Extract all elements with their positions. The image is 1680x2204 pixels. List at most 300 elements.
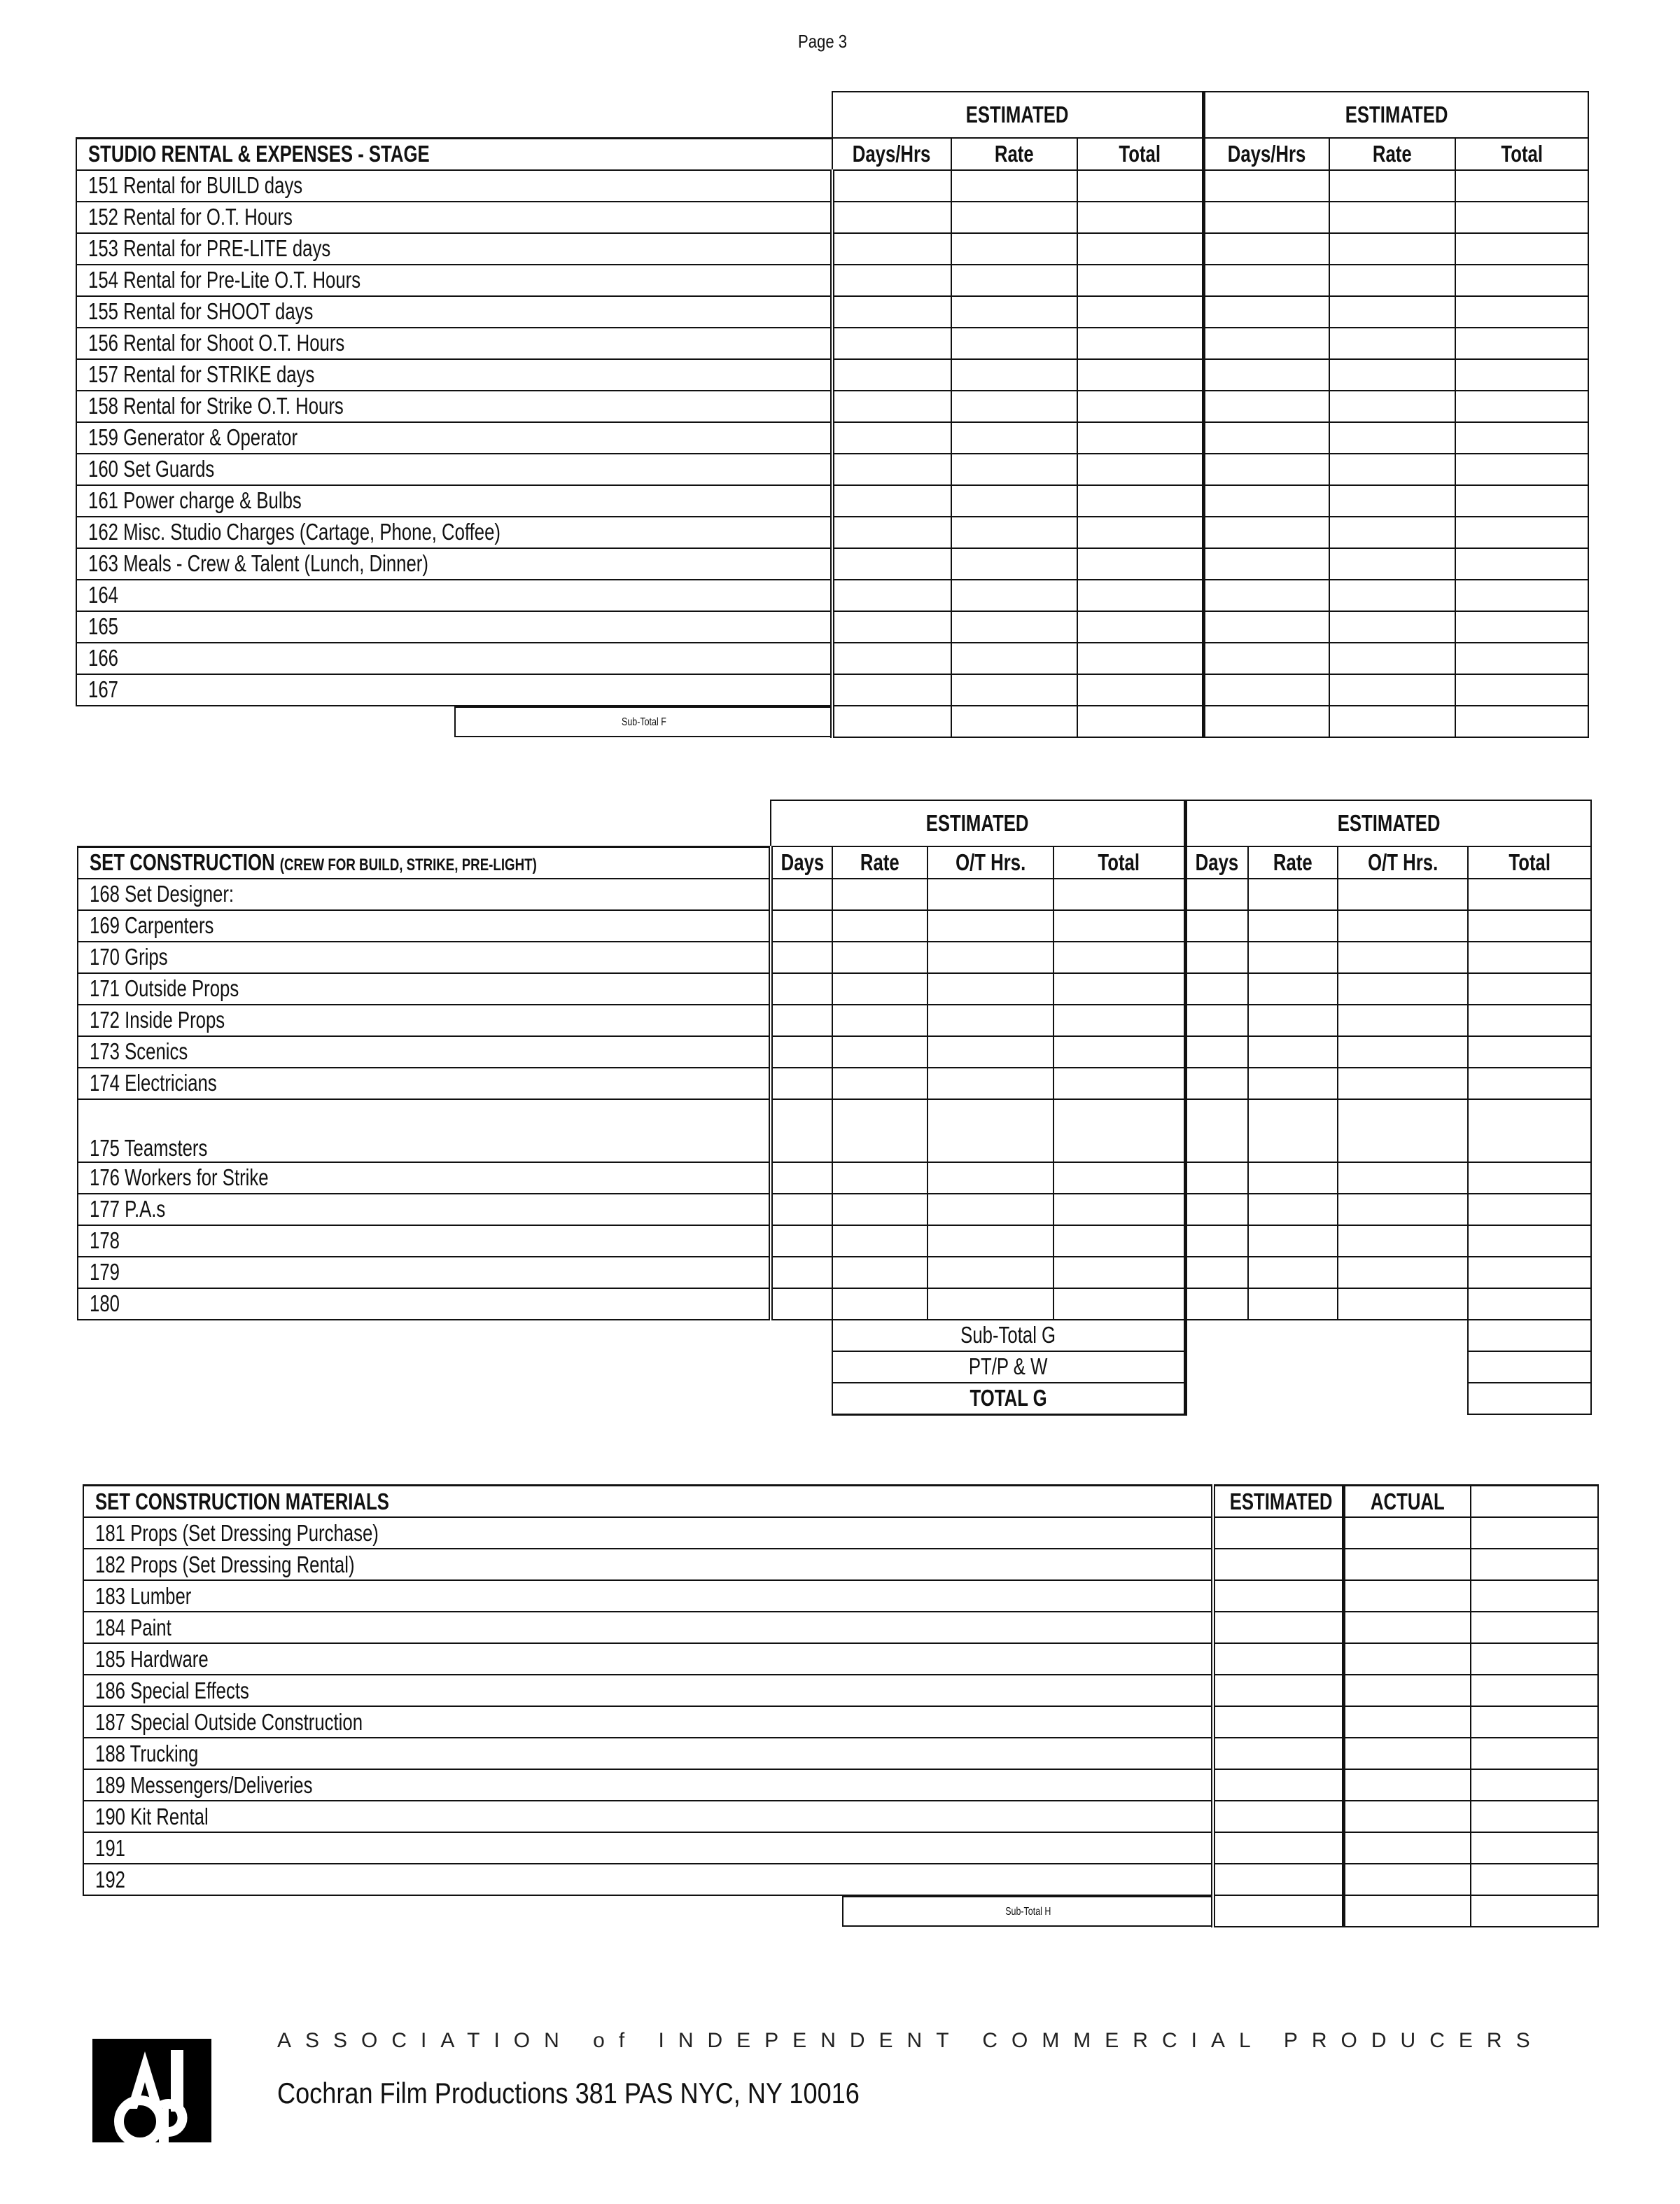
- input-cell[interactable]: [1329, 296, 1455, 328]
- input-cell[interactable]: [1338, 1225, 1468, 1257]
- input-cell[interactable]: [1343, 1832, 1471, 1864]
- input-cell[interactable]: [832, 942, 927, 973]
- input-cell[interactable]: [1471, 1706, 1598, 1738]
- input-cell[interactable]: [1338, 1005, 1468, 1036]
- table-row: [78, 1036, 1591, 1068]
- input-cell[interactable]: [1203, 265, 1329, 296]
- input-cell[interactable]: [1213, 1549, 1343, 1580]
- input-cell[interactable]: [771, 1194, 832, 1225]
- input-cell[interactable]: [1471, 1769, 1598, 1801]
- input-cell[interactable]: [951, 674, 1077, 706]
- input-cell[interactable]: [832, 879, 927, 910]
- input-cell[interactable]: [951, 485, 1077, 517]
- input-cell[interactable]: [1338, 879, 1468, 910]
- line-item-label: 162 Misc. Studio Charges (Cartage, Phone, Coffee): [76, 517, 832, 548]
- input-cell[interactable]: [1203, 611, 1329, 643]
- input-cell[interactable]: [1077, 233, 1203, 265]
- line-item-label: 169 Carpenters: [78, 910, 771, 942]
- input-cell[interactable]: [1185, 1068, 1248, 1099]
- input-cell[interactable]: [1203, 202, 1329, 233]
- input-cell[interactable]: [1213, 1832, 1343, 1864]
- input-cell[interactable]: [771, 1005, 832, 1036]
- input-cell[interactable]: [1343, 1895, 1471, 1927]
- input-cell[interactable]: [771, 910, 832, 942]
- input-cell[interactable]: [832, 517, 951, 548]
- input-cell[interactable]: [951, 170, 1077, 202]
- input-cell[interactable]: [832, 1099, 927, 1162]
- input-cell[interactable]: [771, 1099, 832, 1162]
- input-cell[interactable]: [1471, 1612, 1598, 1643]
- input-cell[interactable]: [832, 1036, 927, 1068]
- input-cell[interactable]: [1203, 233, 1329, 265]
- input-cell[interactable]: [1054, 1036, 1185, 1068]
- input-cell[interactable]: [1054, 1288, 1185, 1320]
- input-cell[interactable]: [1213, 1706, 1343, 1738]
- input-cell[interactable]: [1329, 328, 1455, 359]
- input-cell[interactable]: [1468, 1288, 1591, 1320]
- input-cell[interactable]: [832, 233, 951, 265]
- input-cell[interactable]: [1203, 422, 1329, 454]
- set-construction-table: [77, 800, 1592, 1416]
- line-item-label: 184 Paint: [83, 1612, 1213, 1643]
- input-cell[interactable]: [1203, 359, 1329, 391]
- input-cell[interactable]: [771, 942, 832, 973]
- input-cell[interactable]: [951, 233, 1077, 265]
- input-cell[interactable]: [1455, 328, 1588, 359]
- input-cell[interactable]: [1213, 1801, 1343, 1832]
- input-cell[interactable]: [1468, 1194, 1591, 1225]
- input-cell[interactable]: [1455, 674, 1588, 706]
- input-cell[interactable]: [927, 1036, 1054, 1068]
- input-cell[interactable]: [1338, 910, 1468, 942]
- input-cell[interactable]: [832, 265, 951, 296]
- input-cell[interactable]: [1329, 391, 1455, 422]
- table-row: [76, 359, 1588, 391]
- input-cell[interactable]: [1468, 1351, 1591, 1383]
- line-item-label: 183 Lumber: [83, 1580, 1213, 1612]
- input-cell[interactable]: [951, 265, 1077, 296]
- input-cell[interactable]: [1054, 1257, 1185, 1288]
- input-cell[interactable]: [832, 328, 951, 359]
- input-cell[interactable]: [1471, 1801, 1598, 1832]
- line-item-label: 188 Trucking: [83, 1738, 1213, 1769]
- input-cell[interactable]: [832, 674, 951, 706]
- input-cell[interactable]: [771, 1225, 832, 1257]
- input-cell[interactable]: [1455, 706, 1588, 737]
- input-cell[interactable]: [771, 1162, 832, 1194]
- input-cell[interactable]: [927, 942, 1054, 973]
- column-header-actual: ACTUAL: [1343, 1486, 1471, 1518]
- input-cell[interactable]: [1455, 580, 1588, 611]
- input-cell[interactable]: [1185, 1225, 1248, 1257]
- input-cell[interactable]: [1343, 1643, 1471, 1675]
- input-cell[interactable]: [1203, 517, 1329, 548]
- input-cell[interactable]: [1077, 674, 1203, 706]
- input-cell[interactable]: [1343, 1738, 1471, 1769]
- input-cell[interactable]: [1203, 391, 1329, 422]
- input-cell[interactable]: [927, 879, 1054, 910]
- line-item-label: 192: [83, 1864, 1213, 1895]
- line-item-label: 170 Grips: [78, 942, 771, 973]
- group-header-estimated: ESTIMATED: [1185, 800, 1591, 846]
- input-cell[interactable]: [1185, 942, 1248, 973]
- line-item-label: 181 Props (Set Dressing Purchase): [83, 1517, 1213, 1549]
- input-cell[interactable]: [1185, 879, 1248, 910]
- input-cell[interactable]: [1185, 973, 1248, 1005]
- table-row: [83, 1738, 1598, 1769]
- input-cell[interactable]: [951, 643, 1077, 674]
- input-cell[interactable]: [771, 1257, 832, 1288]
- section-title: SET CONSTRUCTION MATERIALS: [83, 1486, 1213, 1518]
- line-item-label: 163 Meals - Crew & Talent (Lunch, Dinner): [76, 548, 832, 580]
- input-cell[interactable]: [1455, 548, 1588, 580]
- input-cell[interactable]: [1077, 328, 1203, 359]
- input-cell[interactable]: [1185, 1194, 1248, 1225]
- input-cell[interactable]: [1203, 485, 1329, 517]
- input-cell[interactable]: [1338, 1036, 1468, 1068]
- input-cell[interactable]: [1077, 422, 1203, 454]
- input-cell[interactable]: [1455, 170, 1588, 202]
- input-cell[interactable]: [832, 548, 951, 580]
- input-cell[interactable]: [1077, 548, 1203, 580]
- input-cell[interactable]: [1185, 1036, 1248, 1068]
- input-cell[interactable]: [1343, 1675, 1471, 1706]
- input-cell[interactable]: [832, 391, 951, 422]
- input-cell[interactable]: [1248, 1068, 1338, 1099]
- input-cell[interactable]: [951, 454, 1077, 485]
- input-cell[interactable]: [1077, 359, 1203, 391]
- input-cell[interactable]: [1468, 1225, 1591, 1257]
- input-cell[interactable]: [1471, 1580, 1598, 1612]
- input-cell[interactable]: [832, 643, 951, 674]
- column-header: Rate: [1248, 846, 1338, 879]
- input-cell[interactable]: [1329, 485, 1455, 517]
- input-cell[interactable]: [1343, 1769, 1471, 1801]
- input-cell[interactable]: [1343, 1864, 1471, 1895]
- input-cell[interactable]: [1471, 1832, 1598, 1864]
- input-cell[interactable]: [1203, 296, 1329, 328]
- input-cell[interactable]: [1455, 422, 1588, 454]
- input-cell[interactable]: [1468, 942, 1591, 973]
- input-cell[interactable]: [951, 202, 1077, 233]
- input-cell[interactable]: [1054, 942, 1185, 973]
- input-cell[interactable]: [1077, 611, 1203, 643]
- input-cell[interactable]: [1329, 611, 1455, 643]
- input-cell[interactable]: [1455, 454, 1588, 485]
- input-cell[interactable]: [832, 359, 951, 391]
- input-cell[interactable]: [951, 296, 1077, 328]
- input-cell[interactable]: [1248, 1036, 1338, 1068]
- input-cell[interactable]: [832, 1257, 927, 1288]
- input-cell[interactable]: [1338, 973, 1468, 1005]
- input-cell[interactable]: [832, 454, 951, 485]
- input-cell[interactable]: [1338, 1257, 1468, 1288]
- input-cell[interactable]: [951, 548, 1077, 580]
- input-cell[interactable]: [1468, 1068, 1591, 1099]
- input-cell[interactable]: [771, 1288, 832, 1320]
- input-cell[interactable]: [927, 1257, 1054, 1288]
- input-cell[interactable]: [1471, 1675, 1598, 1706]
- input-cell[interactable]: [1338, 1194, 1468, 1225]
- input-cell[interactable]: [1077, 454, 1203, 485]
- column-header: Days/Hrs: [832, 138, 951, 170]
- input-cell[interactable]: [1185, 1099, 1248, 1162]
- input-cell[interactable]: [1077, 391, 1203, 422]
- input-cell[interactable]: [1054, 910, 1185, 942]
- input-cell[interactable]: [832, 1288, 927, 1320]
- line-item-label: 152 Rental for O.T. Hours: [76, 202, 832, 233]
- line-item-label: 177 P.A.s: [78, 1194, 771, 1225]
- input-cell[interactable]: [1203, 706, 1329, 737]
- input-cell[interactable]: [1248, 1288, 1338, 1320]
- input-cell[interactable]: [1077, 202, 1203, 233]
- input-cell[interactable]: [1213, 1769, 1343, 1801]
- column-header: Rate: [1329, 138, 1455, 170]
- input-cell[interactable]: [1054, 1162, 1185, 1194]
- input-cell[interactable]: [1203, 328, 1329, 359]
- line-item-label: 178: [78, 1225, 771, 1257]
- input-cell[interactable]: [832, 1068, 927, 1099]
- input-cell[interactable]: [1455, 359, 1588, 391]
- input-cell[interactable]: [1213, 1675, 1343, 1706]
- table-row: [76, 611, 1588, 643]
- input-cell[interactable]: [1213, 1864, 1343, 1895]
- input-cell[interactable]: [771, 1068, 832, 1099]
- input-cell[interactable]: [1203, 674, 1329, 706]
- input-cell[interactable]: [1329, 265, 1455, 296]
- input-cell[interactable]: [1338, 1099, 1468, 1162]
- blank-header: [1471, 1486, 1598, 1518]
- input-cell[interactable]: [1248, 1257, 1338, 1288]
- input-cell[interactable]: [1077, 265, 1203, 296]
- input-cell[interactable]: [1213, 1895, 1343, 1927]
- input-cell[interactable]: [1248, 973, 1338, 1005]
- input-cell[interactable]: [1248, 1225, 1338, 1257]
- input-cell[interactable]: [1338, 942, 1468, 973]
- input-cell[interactable]: [1329, 580, 1455, 611]
- input-cell[interactable]: [1329, 233, 1455, 265]
- input-cell[interactable]: [1468, 1320, 1591, 1351]
- input-cell[interactable]: [832, 422, 951, 454]
- input-cell[interactable]: [1213, 1643, 1343, 1675]
- pt-p-w-label: PT/P & W: [832, 1351, 1185, 1383]
- input-cell[interactable]: [832, 1005, 927, 1036]
- section-title: STUDIO RENTAL & EXPENSES - STAGE: [76, 138, 832, 170]
- input-cell[interactable]: [1329, 202, 1455, 233]
- input-cell[interactable]: [1329, 706, 1455, 737]
- input-cell[interactable]: [1468, 1099, 1591, 1162]
- input-cell[interactable]: [1248, 1099, 1338, 1162]
- input-cell[interactable]: [832, 1225, 927, 1257]
- input-cell[interactable]: [951, 359, 1077, 391]
- input-cell[interactable]: [1185, 1257, 1248, 1288]
- input-cell[interactable]: [832, 611, 951, 643]
- input-cell[interactable]: [927, 1225, 1054, 1257]
- input-cell[interactable]: [1343, 1706, 1471, 1738]
- input-cell[interactable]: [1329, 643, 1455, 674]
- input-cell[interactable]: [1471, 1864, 1598, 1895]
- input-cell[interactable]: [1455, 202, 1588, 233]
- input-cell[interactable]: [1329, 454, 1455, 485]
- input-cell[interactable]: [951, 517, 1077, 548]
- input-cell[interactable]: [1329, 548, 1455, 580]
- line-item-label: 182 Props (Set Dressing Rental): [83, 1549, 1213, 1580]
- input-cell[interactable]: [1329, 517, 1455, 548]
- input-cell[interactable]: [1248, 910, 1338, 942]
- input-cell[interactable]: [1468, 1162, 1591, 1194]
- input-cell[interactable]: [1455, 265, 1588, 296]
- line-item-label: 191: [83, 1832, 1213, 1864]
- input-cell[interactable]: [1213, 1738, 1343, 1769]
- input-cell[interactable]: [771, 973, 832, 1005]
- input-cell[interactable]: [1185, 910, 1248, 942]
- input-cell[interactable]: [1338, 1162, 1468, 1194]
- table-row: [76, 202, 1588, 233]
- line-item-label: 166: [76, 643, 832, 674]
- input-cell[interactable]: [927, 1099, 1054, 1162]
- input-cell[interactable]: [832, 1194, 927, 1225]
- input-cell[interactable]: [1338, 1068, 1468, 1099]
- input-cell[interactable]: [1248, 879, 1338, 910]
- input-cell[interactable]: [951, 422, 1077, 454]
- input-cell[interactable]: [1054, 973, 1185, 1005]
- input-cell[interactable]: [1054, 879, 1185, 910]
- input-cell[interactable]: [951, 328, 1077, 359]
- input-cell[interactable]: [1468, 879, 1591, 910]
- input-cell[interactable]: [1203, 643, 1329, 674]
- input-cell[interactable]: [832, 170, 951, 202]
- input-cell[interactable]: [1471, 1643, 1598, 1675]
- table-row: [76, 296, 1588, 328]
- input-cell[interactable]: [1338, 1288, 1468, 1320]
- input-cell[interactable]: [1468, 1383, 1591, 1415]
- input-cell[interactable]: [1054, 1005, 1185, 1036]
- input-cell[interactable]: [1468, 973, 1591, 1005]
- line-item-label: 161 Power charge & Bulbs: [76, 485, 832, 517]
- table-row: [83, 1643, 1598, 1675]
- blank-corner: [76, 92, 832, 138]
- spacer: [1185, 1383, 1468, 1415]
- input-cell[interactable]: [1248, 1194, 1338, 1225]
- input-cell[interactable]: [927, 1288, 1054, 1320]
- input-cell[interactable]: [927, 1005, 1054, 1036]
- input-cell[interactable]: [1329, 359, 1455, 391]
- input-cell[interactable]: [1077, 296, 1203, 328]
- line-item-label: 157 Rental for STRIKE days: [76, 359, 832, 391]
- input-cell[interactable]: [832, 910, 927, 942]
- input-cell[interactable]: [1329, 170, 1455, 202]
- input-cell[interactable]: [927, 1194, 1054, 1225]
- input-cell[interactable]: [1203, 454, 1329, 485]
- input-cell[interactable]: [1248, 1162, 1338, 1194]
- input-cell[interactable]: [1468, 910, 1591, 942]
- input-cell[interactable]: [927, 1162, 1054, 1194]
- input-cell[interactable]: [1077, 170, 1203, 202]
- input-cell[interactable]: [1343, 1517, 1471, 1549]
- input-cell[interactable]: [1455, 296, 1588, 328]
- input-cell[interactable]: [1343, 1612, 1471, 1643]
- input-cell[interactable]: [771, 1036, 832, 1068]
- input-cell[interactable]: [1054, 1225, 1185, 1257]
- input-cell[interactable]: [1077, 580, 1203, 611]
- spacer: [1185, 1320, 1468, 1351]
- input-cell[interactable]: [1329, 674, 1455, 706]
- input-cell[interactable]: [927, 973, 1054, 1005]
- input-cell[interactable]: [1329, 422, 1455, 454]
- input-cell[interactable]: [1213, 1517, 1343, 1549]
- input-cell[interactable]: [1471, 1738, 1598, 1769]
- group-header-estimated: ESTIMATED: [771, 800, 1185, 846]
- input-cell[interactable]: [1213, 1612, 1343, 1643]
- input-cell[interactable]: [1455, 233, 1588, 265]
- table-row: [76, 454, 1588, 485]
- input-cell[interactable]: [1203, 580, 1329, 611]
- input-cell[interactable]: [1455, 643, 1588, 674]
- input-cell[interactable]: [951, 706, 1077, 737]
- input-cell[interactable]: [1343, 1801, 1471, 1832]
- input-cell[interactable]: [951, 391, 1077, 422]
- input-cell[interactable]: [1343, 1549, 1471, 1580]
- association-name: ASSOCIATION of INDEPENDENT COMMERCIAL PRODUCERS: [277, 2029, 1544, 2052]
- input-cell[interactable]: [951, 611, 1077, 643]
- input-cell[interactable]: [832, 296, 951, 328]
- input-cell[interactable]: [1471, 1895, 1598, 1927]
- table-row: [76, 548, 1588, 580]
- subtotal-f-label: Sub-Total F: [621, 716, 666, 728]
- input-cell[interactable]: [1185, 1162, 1248, 1194]
- input-cell[interactable]: [1077, 517, 1203, 548]
- input-cell[interactable]: [1455, 391, 1588, 422]
- input-cell[interactable]: [1455, 517, 1588, 548]
- input-cell[interactable]: [832, 485, 951, 517]
- input-cell[interactable]: [1203, 548, 1329, 580]
- input-cell[interactable]: [927, 1068, 1054, 1099]
- input-cell[interactable]: [1077, 643, 1203, 674]
- input-cell[interactable]: [1054, 1194, 1185, 1225]
- spacer: [78, 1320, 832, 1351]
- input-cell[interactable]: [832, 202, 951, 233]
- input-cell[interactable]: [1054, 1068, 1185, 1099]
- input-cell[interactable]: [1185, 1288, 1248, 1320]
- input-cell[interactable]: [1077, 706, 1203, 737]
- input-cell[interactable]: [1455, 485, 1588, 517]
- input-cell[interactable]: [832, 973, 927, 1005]
- input-cell[interactable]: [1468, 1257, 1591, 1288]
- spacer: [1185, 1351, 1468, 1383]
- input-cell[interactable]: [1471, 1517, 1598, 1549]
- input-cell[interactable]: [832, 706, 951, 737]
- input-cell[interactable]: [951, 580, 1077, 611]
- column-header: Total: [1455, 138, 1588, 170]
- input-cell[interactable]: [771, 879, 832, 910]
- input-cell[interactable]: [1468, 1036, 1591, 1068]
- input-cell[interactable]: [1248, 1005, 1338, 1036]
- input-cell[interactable]: [832, 580, 951, 611]
- input-cell[interactable]: [1213, 1580, 1343, 1612]
- input-cell[interactable]: [1203, 170, 1329, 202]
- input-cell[interactable]: [1077, 485, 1203, 517]
- input-cell[interactable]: [1455, 611, 1588, 643]
- column-header: Total: [1468, 846, 1591, 879]
- input-cell[interactable]: [1054, 1099, 1185, 1162]
- input-cell[interactable]: [1185, 1005, 1248, 1036]
- input-cell[interactable]: [1471, 1549, 1598, 1580]
- input-cell[interactable]: [832, 1162, 927, 1194]
- input-cell[interactable]: [1343, 1580, 1471, 1612]
- input-cell[interactable]: [1468, 1005, 1591, 1036]
- input-cell[interactable]: [927, 910, 1054, 942]
- input-cell[interactable]: [1248, 942, 1338, 973]
